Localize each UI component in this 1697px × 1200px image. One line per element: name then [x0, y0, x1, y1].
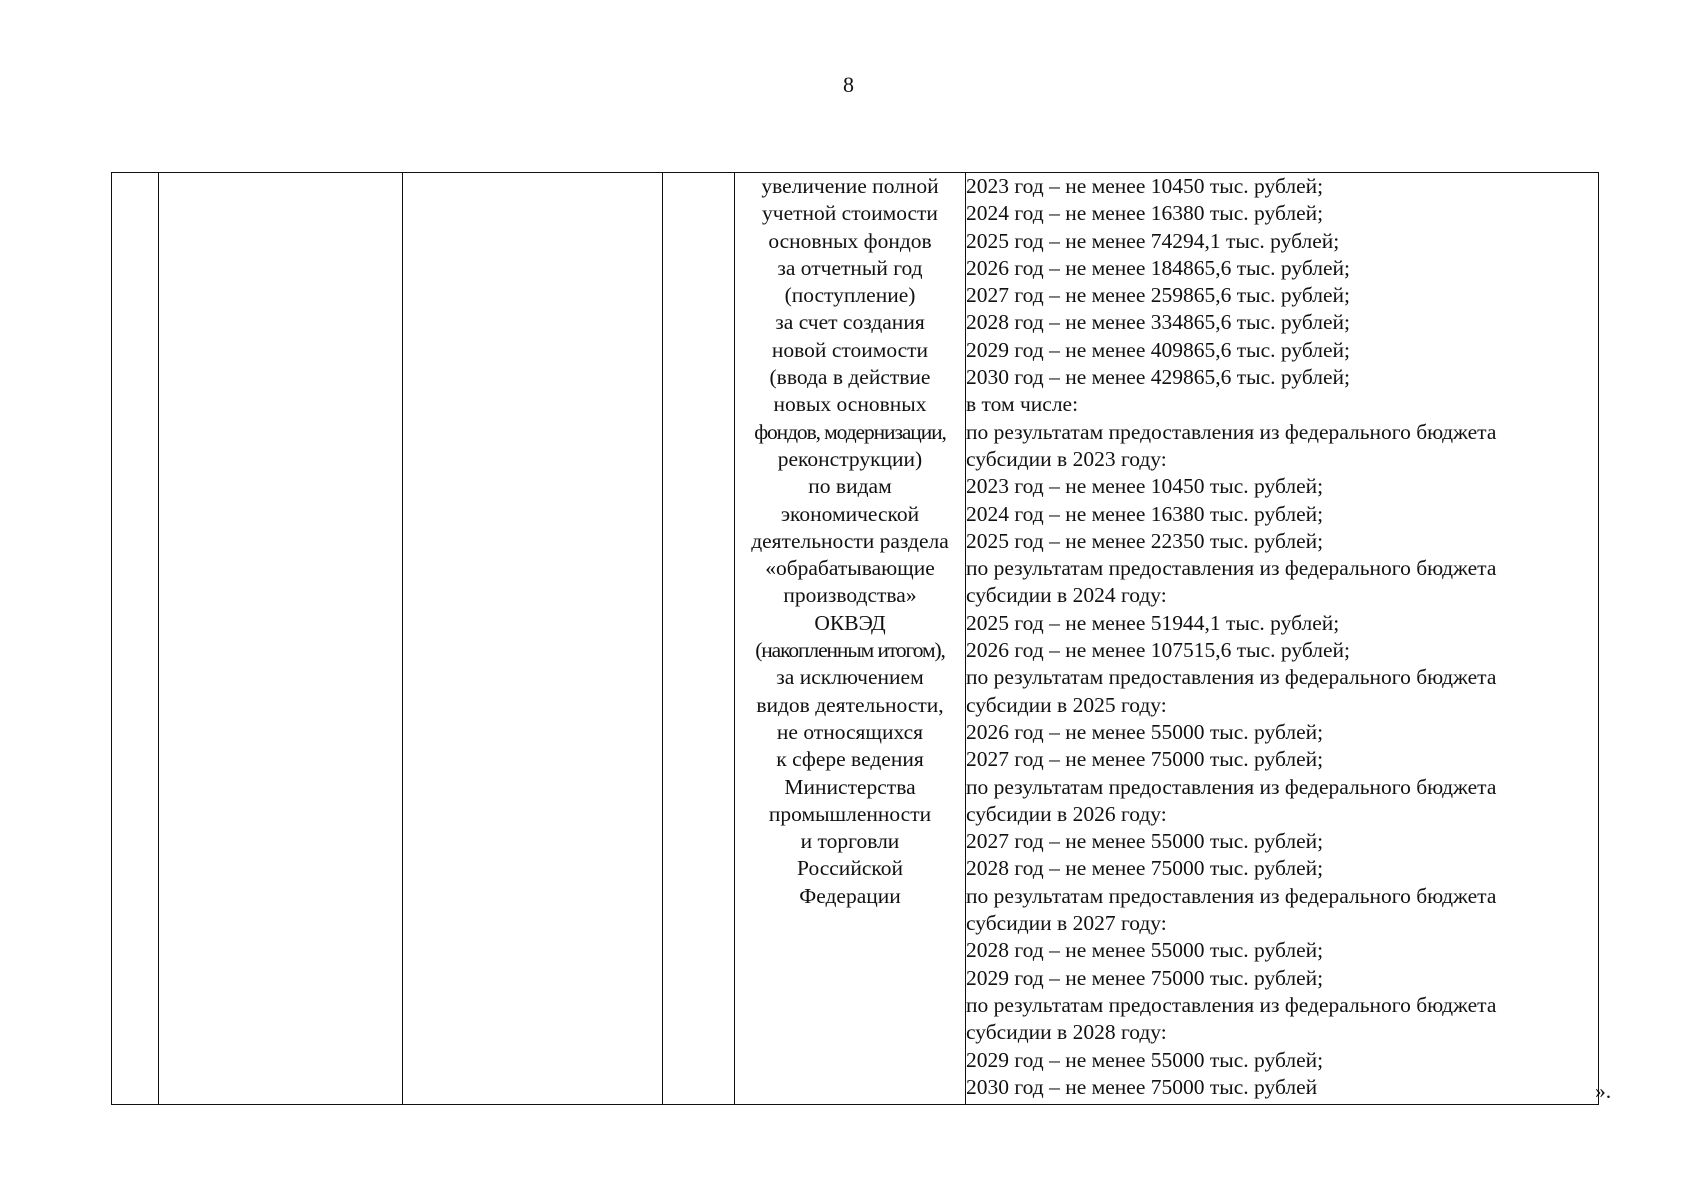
indicator-name-line: за отчетный год [777, 255, 923, 280]
target-value-line: 2029 год – не менее 55000 тыс. рублей; [966, 1047, 1324, 1072]
indicator-name-line: увеличение полной [761, 174, 939, 198]
indicator-name-line: учетной стоимости [762, 201, 938, 226]
indicator-name-line: по видам [808, 474, 892, 499]
target-value-line: 2030 год – не менее 75000 тыс. рублей [966, 1074, 1318, 1099]
target-value-line: 2025 год – не менее 22350 тыс. рублей; [966, 528, 1324, 553]
table-cell-empty-3 [403, 173, 663, 1105]
target-value-line: субсидии в 2028 году: [966, 1020, 1167, 1045]
target-value-line: 2030 год – не менее 429865,6 тыс. рублей; [966, 365, 1350, 390]
target-value-line: по результатам предоставления из федерального бюджета [966, 556, 1497, 581]
target-value-line: 2026 год – не менее 107515,6 тыс. рублей; [966, 638, 1350, 663]
target-value-line: 2028 год – не менее 55000 тыс. рублей; [966, 938, 1324, 963]
target-value-line: 2028 год – не менее 334865,6 тыс. рублей; [966, 310, 1350, 335]
indicator-name-line: (поступление) [784, 283, 916, 308]
indicator-name-line: Министерства [784, 774, 916, 799]
indicator-name-line: и торговли [800, 829, 900, 854]
target-value-line: 2029 год – не менее 75000 тыс. рублей; [966, 965, 1324, 990]
target-value-line: 2025 год – не менее 74294,1 тыс. рублей; [966, 228, 1340, 253]
indicator-name-line: «обрабатывающие [765, 556, 935, 581]
indicator-name-line: новой стоимости [771, 337, 929, 362]
target-value-line: субсидии в 2025 году: [966, 692, 1167, 717]
indicator-name-line: основных фондов [768, 228, 932, 253]
indicator-name-line: Федерации [799, 883, 901, 908]
target-value-line: 2024 год – не менее 16380 тыс. рублей; [966, 201, 1324, 226]
indicators-table [111, 172, 1599, 1105]
target-value-line: по результатам предоставления из федерального бюджета [966, 419, 1497, 444]
target-value-line: по результатам предоставления из федерального бюджета [966, 774, 1497, 799]
target-value-line: 2027 год – не менее 259865,6 тыс. рублей; [966, 283, 1350, 308]
indicator-name-line: реконструкции) [777, 446, 923, 471]
indicator-name-line: экономической [780, 501, 920, 526]
target-values-cell [966, 173, 1599, 1105]
target-value-line: по результатам предоставления из федерального бюджета [966, 883, 1497, 908]
target-value-line: 2029 год – не менее 409865,6 тыс. рублей; [966, 337, 1350, 362]
table-cell-empty-2 [159, 173, 403, 1105]
table-row [112, 173, 1599, 1105]
indicator-name-line: видов деятельности, [756, 692, 944, 717]
target-value-line: по результатам предоставления из федерального бюджета [966, 665, 1497, 690]
target-value-line: 2026 год – не менее 55000 тыс. рублей; [966, 719, 1324, 744]
target-value-line: 2025 год – не менее 51944,1 тыс. рублей; [966, 610, 1340, 635]
table-cell-empty-4 [663, 173, 735, 1105]
indicator-name-line: (ввода в действие [769, 365, 931, 390]
table-cell-number [112, 173, 159, 1105]
target-value-line: субсидии в 2027 году: [966, 911, 1167, 936]
target-value-line: 2023 год – не менее 10450 тыс. рублей; [966, 174, 1324, 198]
page-number: 8 [843, 72, 854, 97]
indicator-name-line: новых основных [773, 392, 927, 417]
indicator-name-line: производства» [783, 583, 917, 608]
closing-quote: ». [1595, 1079, 1612, 1103]
target-value-line: субсидии в 2024 году: [966, 583, 1167, 608]
indicator-name-line: фондов, модернизации, [754, 419, 946, 444]
target-value-line: в том числе: [966, 392, 1079, 417]
indicator-name-line: деятельности раздела [751, 528, 949, 553]
target-value-line: субсидии в 2026 году: [966, 801, 1167, 826]
indicator-name-cell [735, 173, 966, 1105]
target-value-line: 2027 год – не менее 55000 тыс. рублей; [966, 829, 1324, 854]
indicator-name-line: за исключением [776, 665, 924, 690]
indicator-name-line: Российской [797, 856, 903, 881]
indicator-name-line: не относящихся [776, 719, 924, 744]
target-value-line: 2023 год – не менее 10450 тыс. рублей; [966, 474, 1324, 499]
indicator-name-line: (накопленным итогом), [755, 638, 945, 663]
indicator-name-line: ОКВЭД [814, 610, 886, 635]
indicator-name-line: к сфере ведения [776, 747, 924, 772]
target-value-line: по результатам предоставления из федерального бюджета [966, 992, 1497, 1017]
target-value-line: 2026 год – не менее 184865,6 тыс. рублей; [966, 255, 1350, 280]
indicator-name-line: за счет создания [775, 310, 925, 335]
target-value-line: 2028 год – не менее 75000 тыс. рублей; [966, 856, 1324, 881]
target-value-line: субсидии в 2023 году: [966, 446, 1167, 471]
target-value-line: 2024 год – не менее 16380 тыс. рублей; [966, 501, 1324, 526]
indicator-name-line: промышленности [768, 801, 932, 826]
target-value-line: 2027 год – не менее 75000 тыс. рублей; [966, 747, 1324, 772]
